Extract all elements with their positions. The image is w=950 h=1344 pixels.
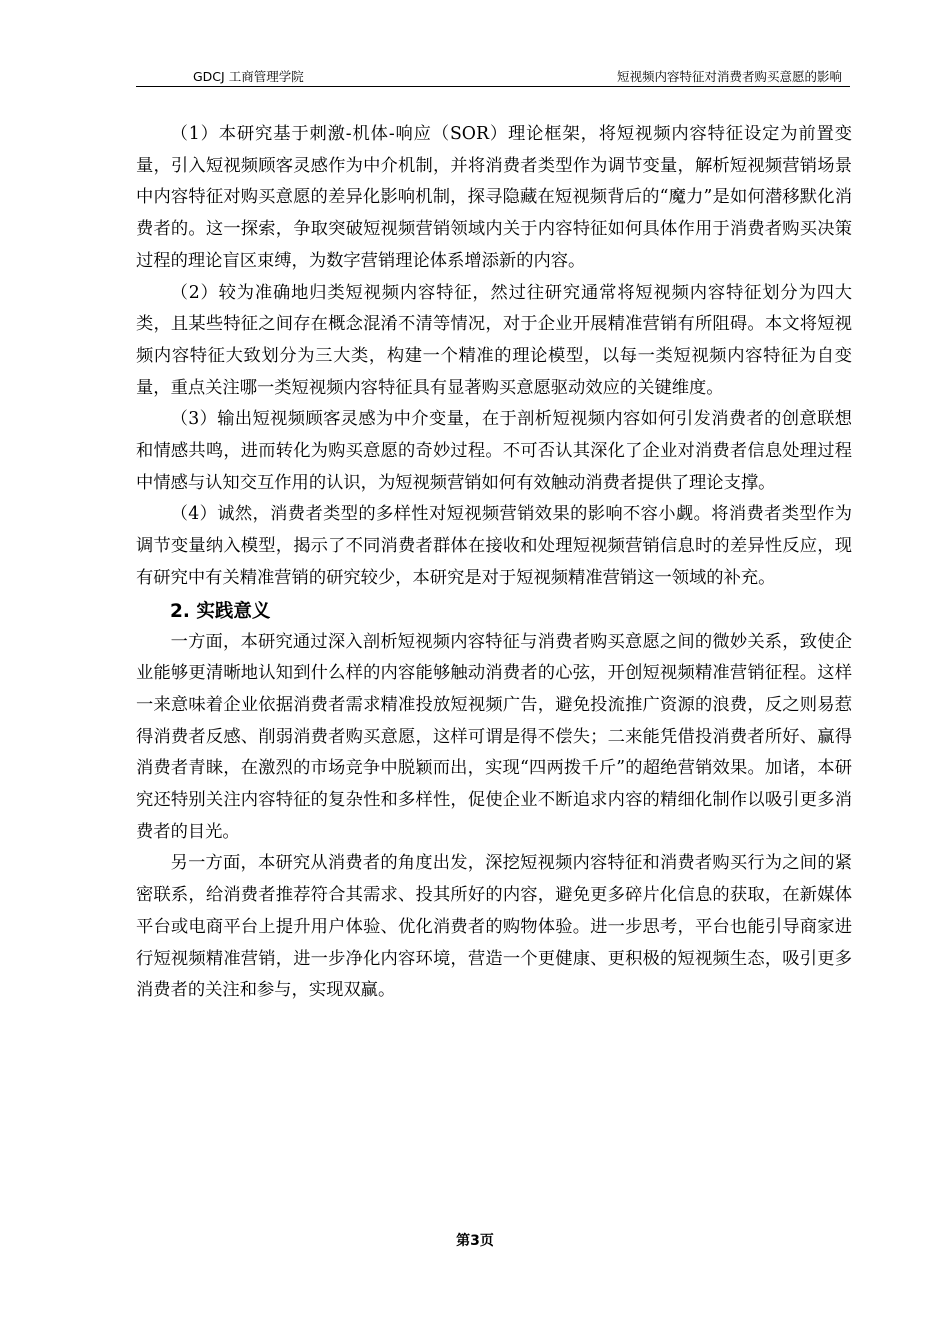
section-heading-practical: 2. 实践意义 [170,600,271,622]
paragraph-theory-3: （3）输出短视频顾客灵感为中介变量，在于剖析短视频内容如何引发消费者的创意联想和情感共鸣，进而转化为购买意愿的奇妙过程。不可否认其深化了企业对消费者信息处理过程中情感与认知交互作用的认识，为短视频营销如何有效触动消费者提供了理论支撑。 [136,409,852,493]
paragraph-theory-2: （2）较为准确地归类短视频内容特征，然过往研究通常将短视频内容特征划分为四大类，且某些特征之间存在概念混淆不清等情况，对于企业开展精准营销有所阻碍。本文将短视频内容特征大致划分为三大类，构建一个精准的理论模型，以每一类短视频内容特征为自变量，重点关注哪一类短视频内容特征具有显著购买意愿驱动效应的关键维度。 [136,282,852,398]
page-header [136,64,850,87]
paragraph-theory-4: （4）诚然，消费者类型的多样性对短视频营销效果的影响不容小觑。将消费者类型作为调节变量纳入模型，揭示了不同消费者群体在接收和处理短视频营销信息时的差异性反应，现有研究中有关精准营销的研究较少，本研究是对于短视频精准营销这一领域的补充。 [136,504,852,588]
paragraph-practical-2: 另一方面，本研究从消费者的角度出发，深挖短视频内容特征和消费者购买行为之间的紧密联系，给消费者推荐符合其需求、投其所好的内容，避免更多碎片化信息的获取，在新媒体平台或电商平台上提升用户体验、优化消费者的购物体验。进一步思考，平台也能引导商家进行短视频精准营销，进一步净化内容环境，营造一个更健康、更积极的短视频生态，吸引更多消费者的关注和参与，实现双赢。 [136,853,852,1001]
paragraph-practical-1: 一方面，本研究通过深入剖析短视频内容特征与消费者购买意愿之间的微妙关系，致使企业能够更清晰地认知到什么样的内容能够触动消费者的心弦，开创短视频精准营销征程。这样一来意味着企业依据消费者需求精准投放短视频广告，避免投流推广资源的浪费，反之则易惹得消费者反感、削弱消费者购买意愿，这样可谓是得不偿失；二来能凭借投消费者所好、赢得消费者青睐，在激烈的市场竞争中脱颖而出，实现“四两拨千斤”的超绝营销效果。加诸，本研究还特别关注内容特征的复杂性和多样性，促使企业不断追求内容的精细化制作以吸引更多消费者的目光。 [136,631,852,842]
paragraph-theory-1: （1）本研究基于刺激-机体-响应（SOR）理论框架，将短视频内容特征设定为前置变量，引入短视频顾客灵感作为中介机制，并将消费者类型作为调节变量，解析短视频营销场景中内容特征对购买意愿的差异化影响机制，探寻隐藏在短视频背后的“魔力”是如何潜移默化消费者的。这一探索，争取突破短视频营销领域内关于内容特征如何具体作用于消费者购买决策过程的理论盲区束缚，为数字营销理论体系增添新的内容。 [136,124,852,271]
page-number: 第3页 [456,1233,494,1249]
header-document-title: 短视频内容特征对消费者购买意愿的影响 [616,69,842,84]
header-institution: GDCJ 工商管理学院 [193,69,304,84]
document-body [136,119,852,1007]
